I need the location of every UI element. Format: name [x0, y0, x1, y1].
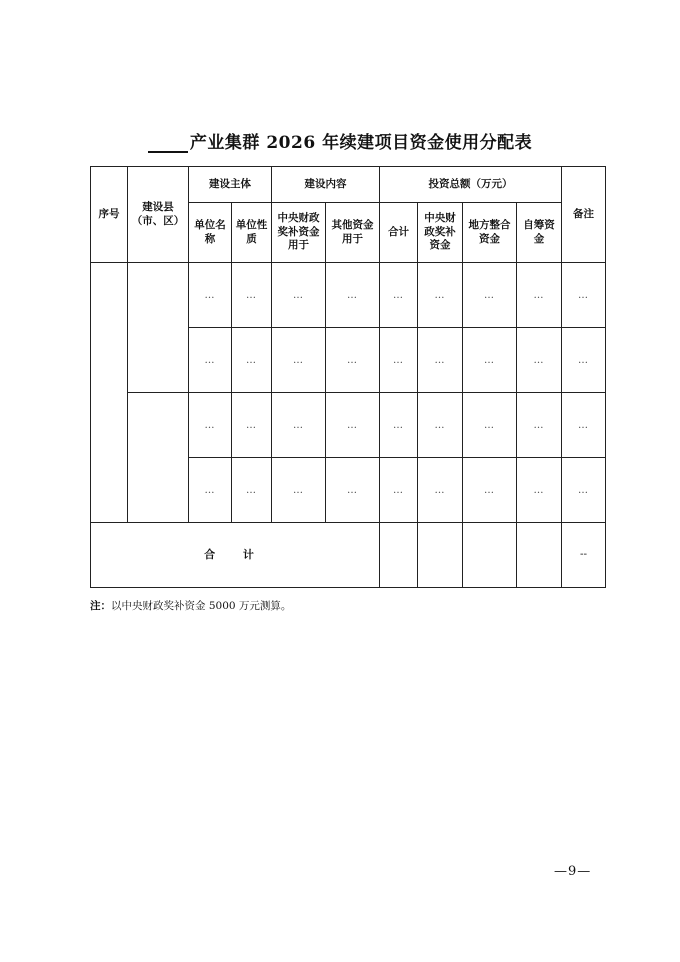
header-entity-name: 单位名称	[189, 203, 232, 263]
header-content-group: 建设内容	[272, 167, 380, 203]
header-entity-group: 建设主体	[189, 167, 272, 203]
total-central-cell	[418, 523, 463, 588]
header-self-fund: 自筹资金	[517, 203, 562, 263]
header-row-1	[91, 167, 606, 203]
total-self-cell	[517, 523, 562, 588]
seq-cell	[91, 263, 128, 523]
table-cell: …	[562, 263, 606, 328]
header-other-use: 其他资金用于	[326, 203, 380, 263]
table-cell: …	[562, 328, 606, 393]
table-cell: …	[189, 393, 232, 458]
table-cell: …	[463, 393, 517, 458]
table-cell: …	[517, 393, 562, 458]
table-cell: …	[272, 458, 326, 523]
table-cell: …	[517, 263, 562, 328]
table-cell: …	[463, 328, 517, 393]
table-cell: …	[562, 458, 606, 523]
table-cell: …	[326, 263, 380, 328]
table-cell: …	[326, 328, 380, 393]
table-cell: …	[232, 263, 272, 328]
page-number: —9—	[554, 864, 592, 879]
total-sum-cell	[380, 523, 418, 588]
table-cell: …	[232, 393, 272, 458]
county-cell	[128, 263, 189, 393]
header-remark: 备注	[562, 167, 606, 263]
table-cell: …	[562, 393, 606, 458]
table-row	[91, 393, 606, 458]
table-cell: …	[463, 263, 517, 328]
table-cell: …	[418, 458, 463, 523]
header-invest-group: 投资总额（万元）	[380, 167, 562, 203]
header-central-use: 中央财政奖补资金用于	[272, 203, 326, 263]
header-county: 建设县（市、区）	[128, 167, 189, 263]
footnote	[90, 598, 291, 613]
header-central-fund: 中央财政奖补资金	[418, 203, 463, 263]
total-label: 合 计	[91, 523, 380, 588]
county-cell	[128, 393, 189, 523]
table-cell: …	[380, 393, 418, 458]
table-cell: …	[189, 328, 232, 393]
table-row	[91, 263, 606, 328]
header-total: 合计	[380, 203, 418, 263]
total-local-cell	[463, 523, 517, 588]
table-cell: …	[380, 458, 418, 523]
table-cell: …	[232, 328, 272, 393]
table-cell: …	[272, 393, 326, 458]
table-cell: …	[463, 458, 517, 523]
table-cell: …	[326, 393, 380, 458]
allocation-table	[90, 166, 606, 588]
table-cell: …	[232, 458, 272, 523]
table-cell: …	[517, 458, 562, 523]
total-remark: --	[562, 523, 606, 588]
table-cell: …	[189, 263, 232, 328]
table-cell: …	[326, 458, 380, 523]
table-cell: …	[418, 263, 463, 328]
table-cell: …	[517, 328, 562, 393]
title-text: 产业集群 2026 年续建项目资金使用分配表	[189, 133, 533, 153]
table-cell: …	[380, 263, 418, 328]
header-entity-nature: 单位性质	[232, 203, 272, 263]
header-local-fund: 地方整合资金	[463, 203, 517, 263]
footnote-prefix: 注：	[90, 600, 111, 612]
title-blank-line	[148, 137, 188, 153]
header-seq: 序号	[91, 167, 128, 263]
table-cell: …	[272, 328, 326, 393]
table-cell: …	[418, 328, 463, 393]
table-title	[0, 128, 680, 153]
table-cell: …	[189, 458, 232, 523]
footnote-text: 以中央财政奖补资金 5000 万元测算。	[111, 600, 292, 612]
table-cell: …	[380, 328, 418, 393]
total-row	[91, 523, 606, 588]
table-cell: …	[418, 393, 463, 458]
table-cell: …	[272, 263, 326, 328]
